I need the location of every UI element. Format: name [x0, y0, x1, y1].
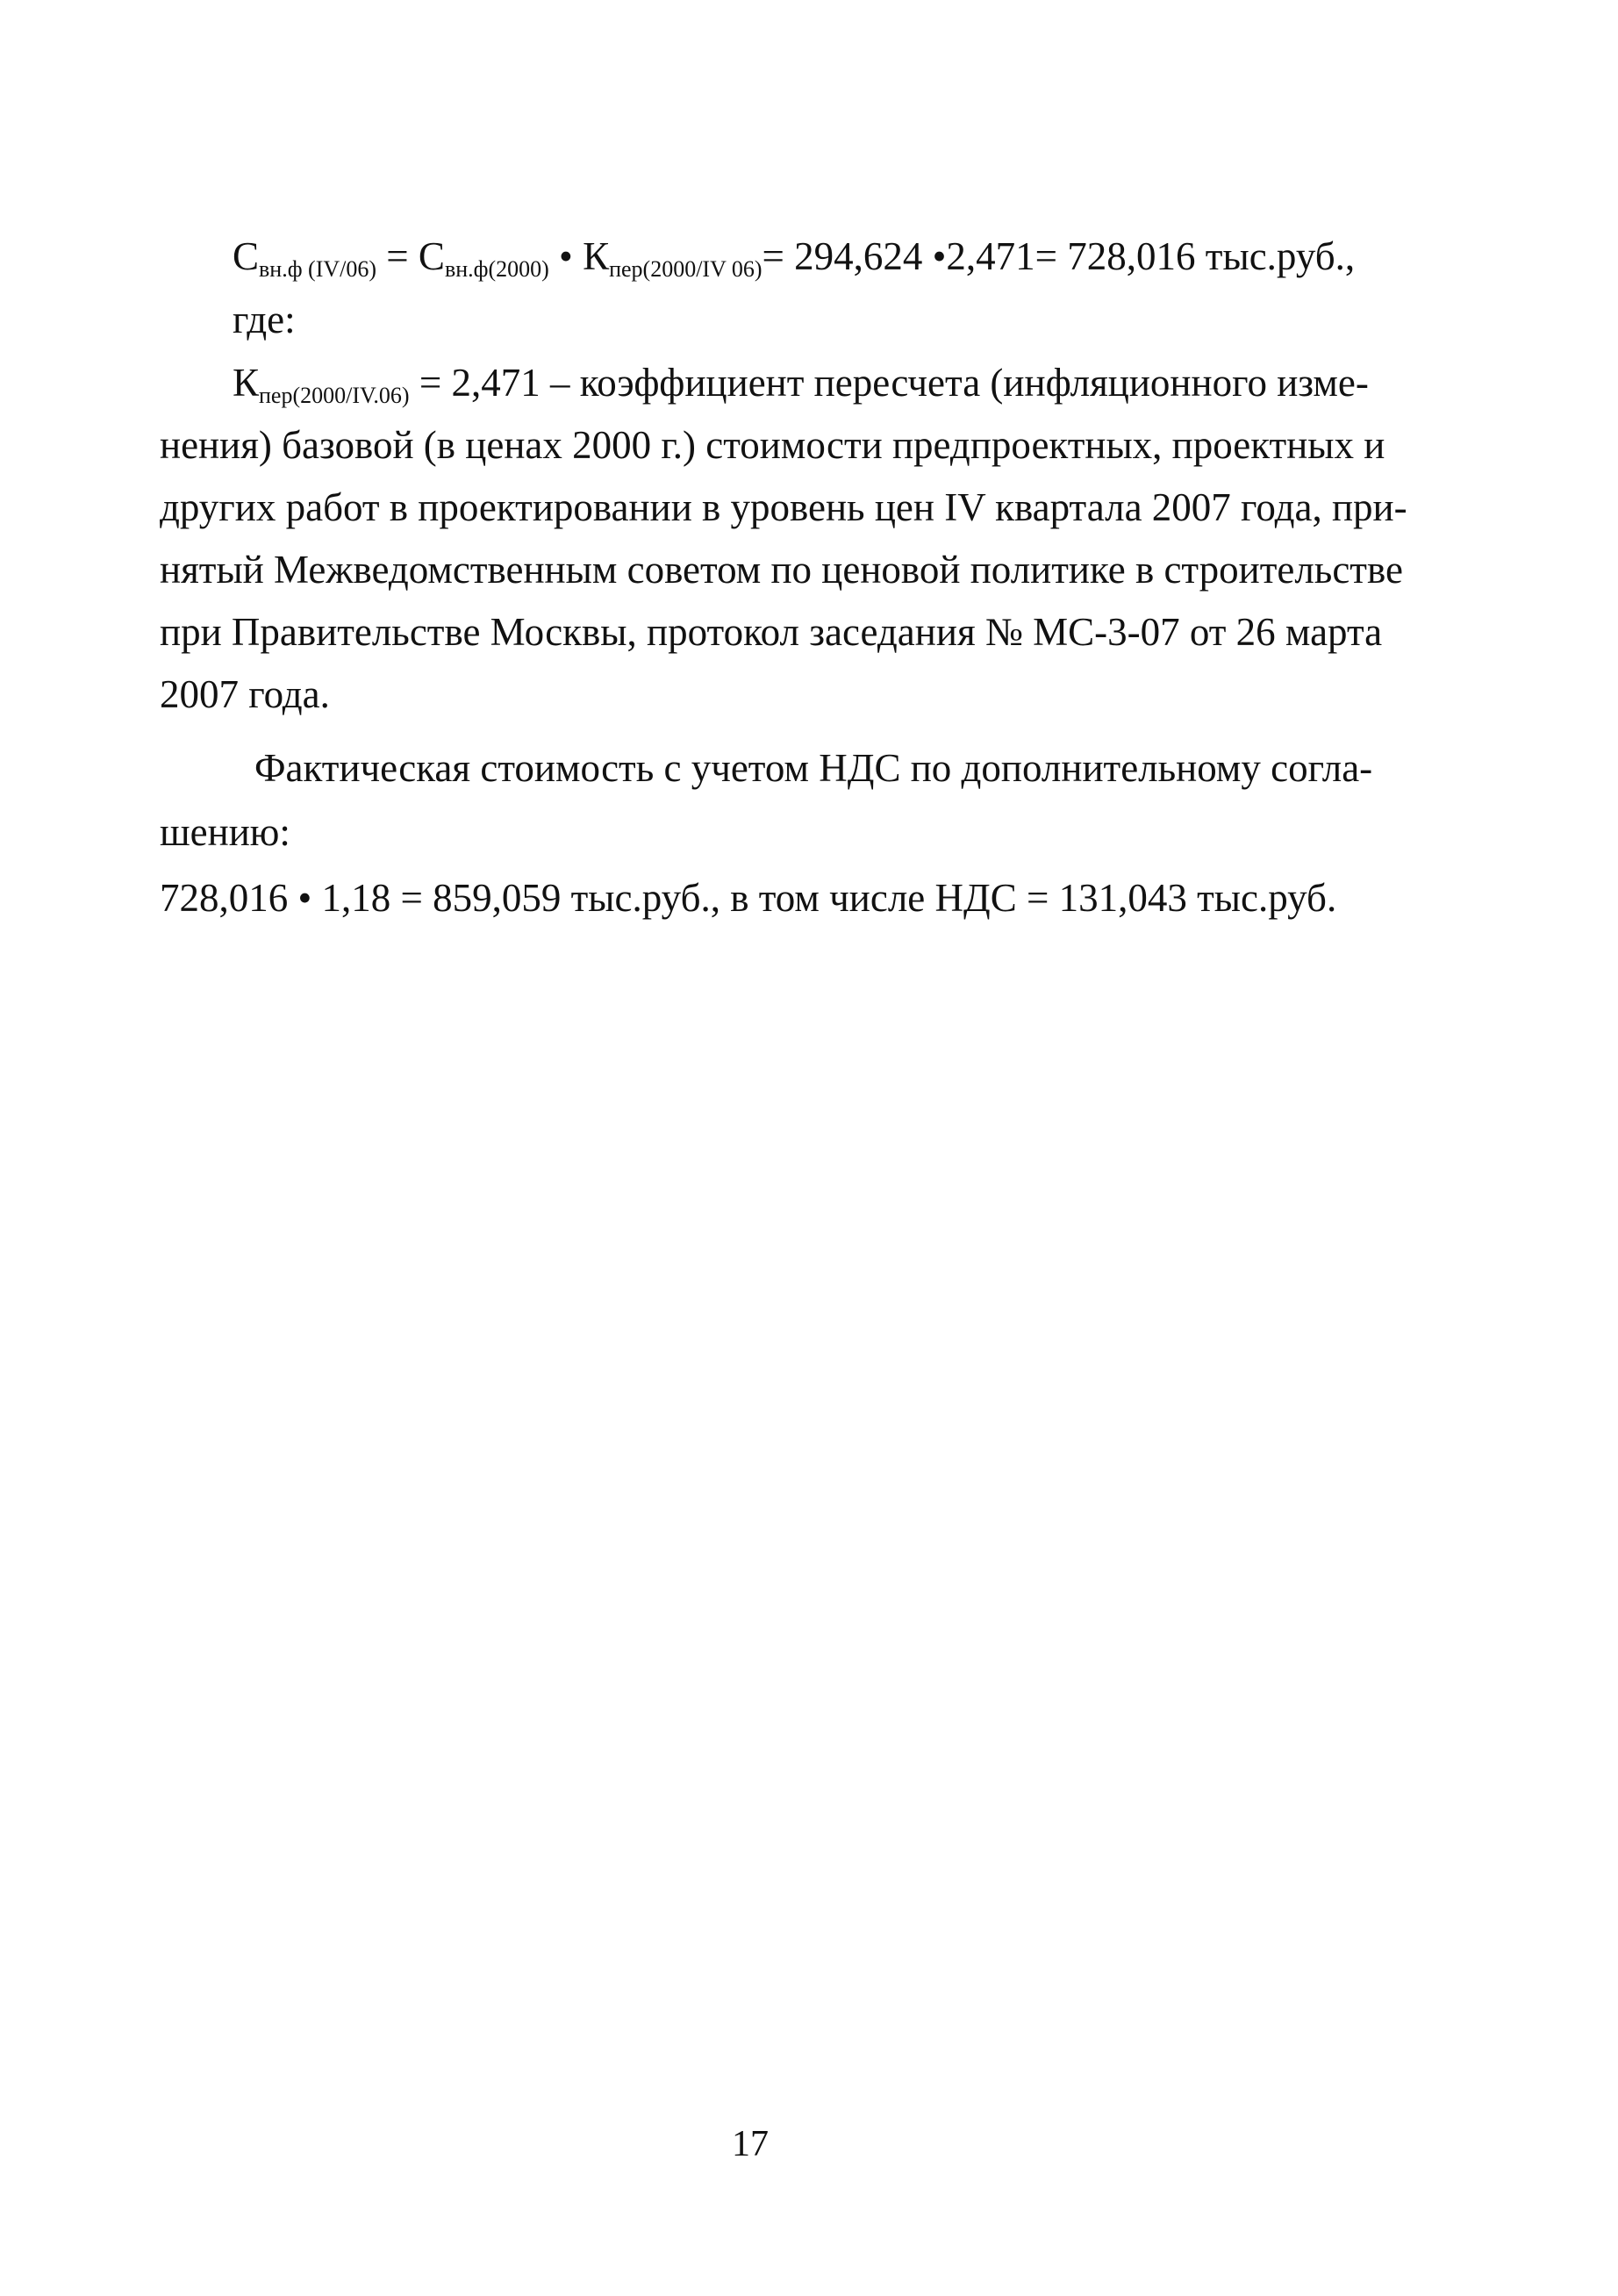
actual-line-2: шению: — [160, 810, 290, 854]
actual-line-1: Фактическая стоимость с учетом НДС по дополнительному согла- — [254, 746, 1373, 790]
formula-k-subscript: пер(2000/IV 06) — [609, 256, 762, 282]
formula-c2-symbol: С — [418, 234, 445, 278]
formula-dot: • — [548, 234, 583, 278]
coef-k-subscript: пер(2000/IV.06) — [259, 383, 410, 408]
formula-eq: = — [376, 234, 419, 278]
coef-k-symbol: К — [233, 361, 260, 405]
formula-c2-subscript: вн.ф(2000) — [444, 256, 549, 282]
formula-c-symbol: С — [233, 234, 260, 278]
where-label: где: — [233, 298, 296, 341]
coef-line-4: нятый Межведомственным советом по ценовой политике в строительстве — [160, 548, 1403, 592]
formula-k-symbol: К — [583, 234, 610, 278]
actual-calc: 728,016 • 1,18 = 859,059 тыс.руб., в том числе НДС = 131,043 тыс.руб. — [160, 876, 1337, 920]
page-number: 17 — [732, 2124, 769, 2164]
coef-line-1-text: = 2,471 – коэффициент пересчета (инфляционного изме- — [409, 361, 1369, 405]
cost-formula — [233, 230, 1355, 283]
formula-result: = 294,624 •2,471= 728,016 тыс.руб., — [762, 234, 1356, 278]
coef-line-1 — [233, 356, 1369, 409]
coef-line-6: 2007 года. — [160, 672, 330, 716]
coef-line-5: при Правительстве Москвы, протокол заседания № МС-3-07 от 26 марта — [160, 610, 1383, 654]
formula-c-subscript: вн.ф (IV/06) — [259, 256, 377, 282]
coef-line-2: нения) базовой (в ценах 2000 г.) стоимости предпроектных, проектных и — [160, 423, 1385, 467]
coef-line-3: других работ в проектировании в уровень цен IV квартала 2007 года, при- — [160, 485, 1407, 529]
